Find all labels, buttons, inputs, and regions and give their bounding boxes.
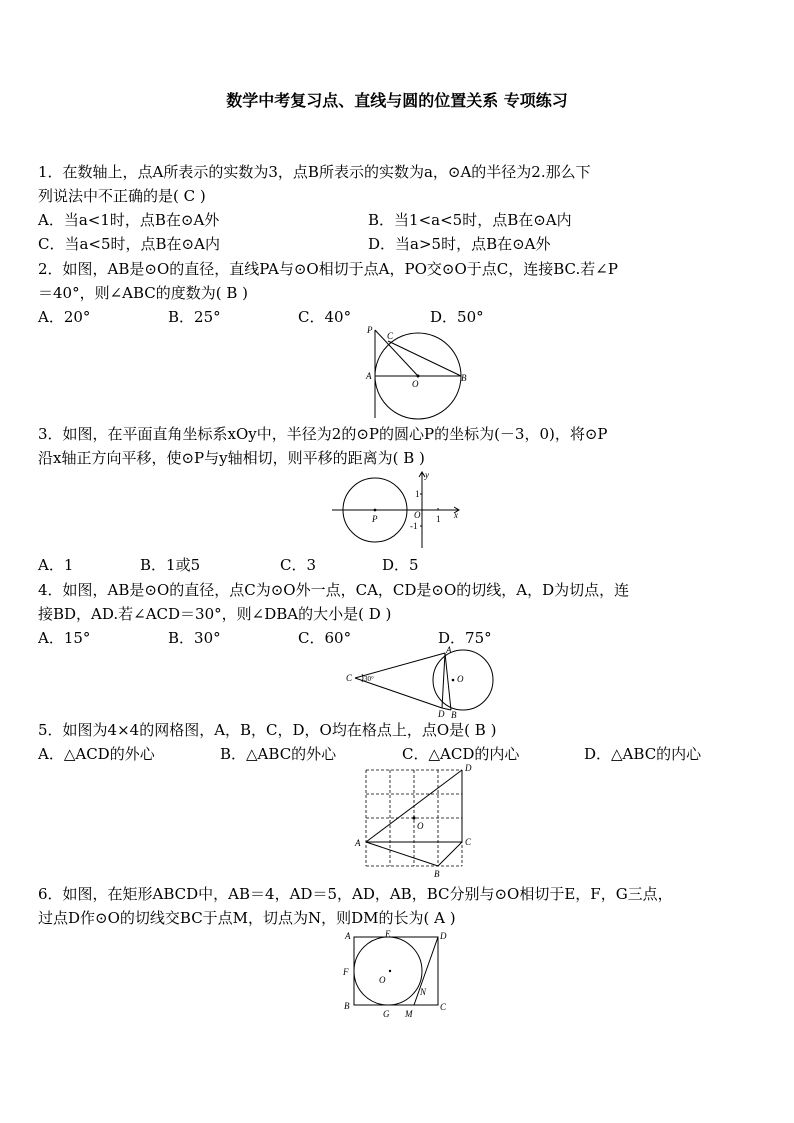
q2-label-c: C xyxy=(387,331,394,341)
q3-label-x: x xyxy=(454,510,458,520)
q4-option-c: C．60° xyxy=(298,629,352,647)
q6-label-a: A xyxy=(345,931,351,941)
q1-stem-line2: 列说法中不正确的是( C ) xyxy=(38,187,206,205)
q5-option-b: B．△ABC的外心 xyxy=(220,745,337,763)
q5-label-o: O xyxy=(417,821,424,831)
q2-label-b: B xyxy=(461,373,467,383)
q3-stem-line1: 3．如图，在平面直角坐标系xOy中，半径为2的⊙P的圆心P的坐标为(－3，0)，将⊙P xyxy=(38,425,608,443)
q5-label-a: A xyxy=(355,838,361,848)
q5-figure xyxy=(350,765,480,880)
q6-label-c: C xyxy=(440,1002,447,1012)
q6-label-f: F xyxy=(343,967,349,977)
q6-label-n: N xyxy=(420,987,427,997)
q2-option-c: C．40° xyxy=(298,308,352,326)
q3-label-o: O xyxy=(414,510,421,520)
q2-option-d: D．50° xyxy=(430,308,484,326)
q5-option-c: C．△ACD的内心 xyxy=(402,745,520,763)
q1-option-b: B．当1<a<5时，点B在⊙A内 xyxy=(368,211,572,229)
q4-stem-line2: 接BD，AD.若∠ACD＝30°，则∠DBA的大小是( D ) xyxy=(38,605,392,623)
q3-option-c: C．3 xyxy=(280,556,317,574)
q4-label-o: O xyxy=(457,674,464,684)
q5-option-a: A．△ACD的外心 xyxy=(38,745,155,763)
q2-option-a: A．20° xyxy=(38,308,91,326)
q3-option-a: A．1 xyxy=(38,556,74,574)
q3-option-d: D．5 xyxy=(382,556,419,574)
q4-figure xyxy=(345,645,485,720)
q6-figure xyxy=(340,926,455,1020)
q1-option-a: A．当a<1时，点B在⊙A外 xyxy=(38,211,220,229)
q4-option-d: D．75° xyxy=(438,629,492,647)
q4-label-d: D xyxy=(438,709,445,719)
q5-label-b: B xyxy=(434,869,440,879)
q2-stem-line1: 2．如图，AB是⊙O的直径，直线PA与⊙O相切于点A，PO交⊙O于点C，连接BC.若∠P xyxy=(38,260,618,278)
q5-label-d: D xyxy=(465,763,472,773)
q3-tick-ym1: -1 xyxy=(410,521,418,531)
q4-stem-line1: 4．如图，AB是⊙O的直径，点C为⊙O外一点，CA，CD是⊙O的切线，A，D为切点，连 xyxy=(38,581,630,599)
q6-stem-line2: 过点D作⊙O的切线交BC于点M，切点为N，则DM的长为( A ) xyxy=(38,909,456,927)
q4-label-c: C xyxy=(346,673,353,683)
q3-tick-y1: 1 xyxy=(415,489,420,499)
q6-label-b: B xyxy=(344,1001,350,1011)
q6-label-o: O xyxy=(379,975,386,985)
q6-label-m: M xyxy=(405,1009,413,1019)
q2-label-a: A xyxy=(366,371,372,381)
q2-figure xyxy=(360,326,475,421)
q2-label-o: O xyxy=(412,379,419,389)
q6-label-e: E xyxy=(385,929,391,939)
q6-label-d: D xyxy=(440,931,447,941)
q3-tick-x1: 1 xyxy=(436,514,441,524)
q4-label-angle: 30° xyxy=(364,675,374,683)
page-title: 数学中考复习点、直线与圆的位置关系 专项练习 xyxy=(226,91,568,110)
q1-stem-line1: 1．在数轴上，点A所表示的实数为3，点B所表示的实数为a，⊙A的半径为2.那么下 xyxy=(38,163,591,181)
q6-label-g: G xyxy=(383,1009,390,1019)
q6-stem-line1: 6．如图，在矩形ABCD中，AB＝4，AD＝5，AD，AB，BC分别与⊙O相切于E，F，G三点， xyxy=(38,885,673,903)
q3-label-p: P xyxy=(372,514,378,524)
q5-stem-line1: 5．如图为4×4的网格图，A，B，C，D，O均在格点上，点O是( B ) xyxy=(38,721,497,739)
q3-option-b: B．1或5 xyxy=(140,556,201,574)
q2-label-p: P xyxy=(367,325,373,335)
q1-option-c: C．当a<5时，点B在⊙A内 xyxy=(38,235,220,253)
q5-option-d: D．△ABC的内心 xyxy=(584,745,702,763)
q4-option-b: B．30° xyxy=(168,629,221,647)
q3-stem-line2: 沿x轴正方向平移，使⊙P与y轴相切，则平移的距离为( B ) xyxy=(38,449,425,467)
q4-option-a: A．15° xyxy=(38,629,91,647)
q2-option-b: B．25° xyxy=(168,308,221,326)
q5-label-c: C xyxy=(465,837,472,847)
q3-figure xyxy=(330,468,470,550)
q3-label-y: y xyxy=(425,470,429,480)
q4-label-a: A xyxy=(446,645,452,655)
q4-label-b: B xyxy=(451,710,457,720)
q2-stem-line2: ＝40°，则∠ABC的度数为( B ) xyxy=(38,284,249,302)
q1-option-d: D．当a>5时，点B在⊙A外 xyxy=(368,235,551,253)
